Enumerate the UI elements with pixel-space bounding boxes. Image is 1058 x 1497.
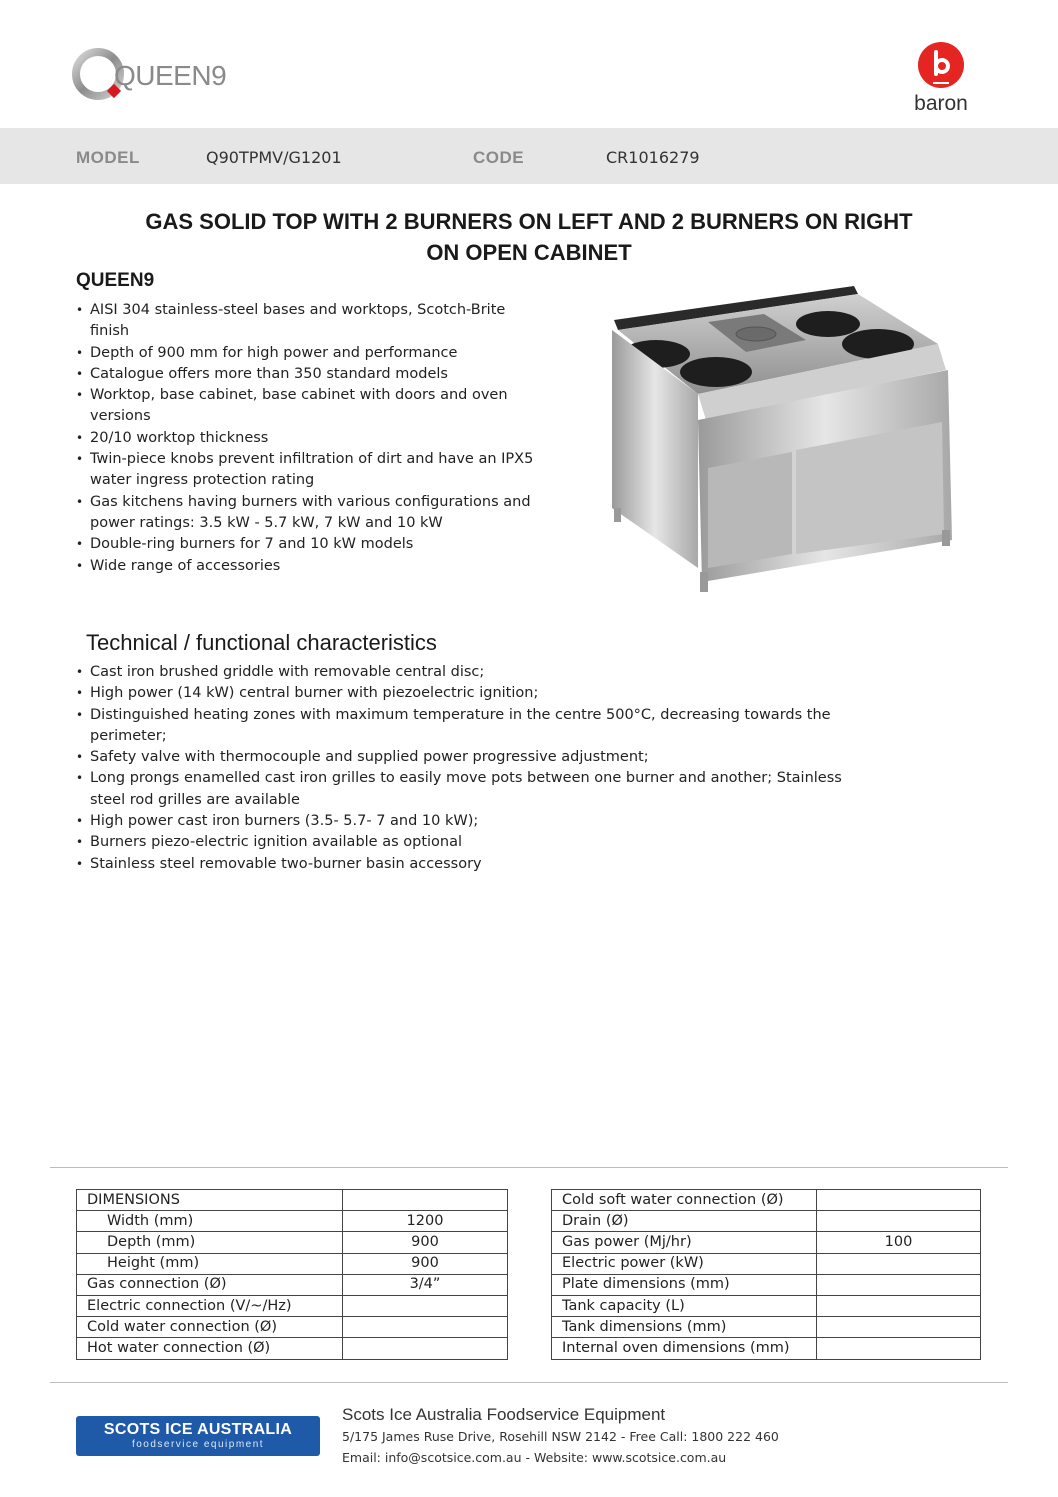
table-row (77, 1232, 508, 1253)
spec-label: Depth (mm) (77, 1232, 343, 1253)
table-row (552, 1211, 981, 1232)
table-row (552, 1190, 981, 1211)
spec-value (817, 1190, 981, 1211)
feature-item: • Double-ring burners for 7 and 10 kW models (76, 534, 546, 555)
spec-value (343, 1190, 508, 1211)
table-row (77, 1274, 508, 1295)
brand-heading: QUEEN9 (76, 270, 155, 291)
tech-item: • Safety valve with thermocouple and supplied power progressive adjustment; (76, 747, 876, 768)
baron-logo-mark (906, 42, 976, 94)
table-row (77, 1190, 508, 1211)
model-value: Q90TPMV/G1201 (206, 148, 342, 167)
scots-ice-logo (76, 1416, 320, 1456)
spec-label: Tank capacity (L) (552, 1295, 817, 1316)
tech-item: • High power (14 kW) central burner with piezoelectric ignition; (76, 683, 876, 704)
spec-value: 1200 (343, 1211, 508, 1232)
divider-bottom (50, 1382, 1008, 1383)
spec-label: Electric connection (V/~/Hz) (77, 1295, 343, 1316)
product-image (596, 272, 986, 612)
spec-value: 100 (817, 1232, 981, 1253)
product-title-line2: ON OPEN CABINET (426, 240, 632, 265)
tech-item: • Stainless steel removable two-burner basin accessory (76, 854, 876, 875)
spec-value (817, 1274, 981, 1295)
product-title-line1: GAS SOLID TOP WITH 2 BURNERS ON LEFT AND 2 BURNERS ON RIGHT (145, 209, 913, 234)
spec-value (343, 1338, 508, 1359)
table-row (552, 1338, 981, 1359)
table-row (552, 1232, 981, 1253)
tech-item: • Long prongs enamelled cast iron grilles to easily move pots between one burner and another; Stainless steel rod grilles are available (76, 768, 876, 811)
code-value: CR1016279 (606, 148, 700, 167)
table-row (77, 1253, 508, 1274)
scots-ice-logo-line2: foodservice equipment (131, 1439, 265, 1450)
model-label: MODEL (76, 148, 140, 167)
feature-item: • Gas kitchens having burners with various configurations and power ratings: 3.5 kW - 5.7 kW, 7 kW and 10 kW (76, 492, 546, 535)
scots-ice-logo-line1: SCOTS ICE AUSTRALIA (103, 1421, 293, 1438)
tech-item: • Cast iron brushed griddle with removable central disc; (76, 662, 876, 683)
spec-table-left (76, 1189, 508, 1360)
spec-value (817, 1253, 981, 1274)
table-row (552, 1253, 981, 1274)
feature-list (76, 300, 546, 577)
tech-item: • Distinguished heating zones with maximum temperature in the centre 500°C, decreasing towards the perimeter; (76, 705, 876, 748)
footer-company: Scots Ice Australia Foodservice Equipment (342, 1405, 666, 1424)
spec-value (817, 1295, 981, 1316)
spec-label: Cold soft water connection (Ø) (552, 1190, 817, 1211)
spec-value (817, 1317, 981, 1338)
spec-label: Hot water connection (Ø) (77, 1338, 343, 1359)
tech-item: • Burners piezo-electric ignition available as optional (76, 832, 876, 853)
queen9-logo (72, 46, 232, 106)
spec-label: Cold water connection (Ø) (77, 1317, 343, 1338)
table-row (552, 1295, 981, 1316)
spec-label: Internal oven dimensions (mm) (552, 1338, 817, 1359)
spec-value: 3/4” (343, 1274, 508, 1295)
queen9-logo-text: QUEEN9 (114, 60, 227, 91)
spec-label: DIMENSIONS (77, 1190, 343, 1211)
footer-contact: Email: info@scotsice.com.au - Website: www.scotsice.com.au (342, 1450, 727, 1465)
baron-logo-text: baron (914, 92, 968, 115)
model-code-bar (0, 128, 1058, 184)
feature-item: • Depth of 900 mm for high power and performance (76, 343, 546, 364)
tech-item: • High power cast iron burners (3.5- 5.7- 7 and 10 kW); (76, 811, 876, 832)
spec-label: Gas power (Mj/hr) (552, 1232, 817, 1253)
table-row (552, 1274, 981, 1295)
divider-top (50, 1167, 1008, 1168)
spec-value: 900 (343, 1253, 508, 1274)
feature-item: • Twin-piece knobs prevent infiltration of dirt and have an IPX5 water ingress protection rating (76, 449, 546, 492)
spec-label: Plate dimensions (mm) (552, 1274, 817, 1295)
spec-label: Width (mm) (77, 1211, 343, 1232)
table-row (77, 1295, 508, 1316)
spec-label: Tank dimensions (mm) (552, 1317, 817, 1338)
spec-label: Drain (Ø) (552, 1211, 817, 1232)
spec-value (343, 1295, 508, 1316)
table-row (77, 1211, 508, 1232)
spec-value (817, 1338, 981, 1359)
product-title (60, 206, 998, 268)
spec-label: Electric power (kW) (552, 1253, 817, 1274)
spec-value (343, 1317, 508, 1338)
tech-list (76, 662, 876, 875)
footer-address: 5/175 James Ruse Drive, Rosehill NSW 2142 - Free Call: 1800 222 460 (342, 1429, 779, 1444)
tech-heading: Technical / functional characteristics (86, 630, 437, 655)
feature-item: • Worktop, base cabinet, base cabinet with doors and oven versions (76, 385, 546, 428)
baron-logo (906, 42, 976, 118)
table-row (552, 1317, 981, 1338)
spec-label: Gas connection (Ø) (77, 1274, 343, 1295)
code-label: CODE (473, 148, 525, 167)
spec-value (817, 1211, 981, 1232)
spec-label: Height (mm) (77, 1253, 343, 1274)
feature-item: • AISI 304 stainless-steel bases and worktops, Scotch-Brite finish (76, 300, 546, 343)
feature-item: • Catalogue offers more than 350 standard models (76, 364, 546, 385)
gas-range-illustration (596, 272, 986, 612)
table-row (77, 1338, 508, 1359)
feature-item: • 20/10 worktop thickness (76, 428, 546, 449)
spec-value: 900 (343, 1232, 508, 1253)
spec-table-right (551, 1189, 981, 1360)
feature-item: • Wide range of accessories (76, 556, 546, 577)
table-row (77, 1317, 508, 1338)
